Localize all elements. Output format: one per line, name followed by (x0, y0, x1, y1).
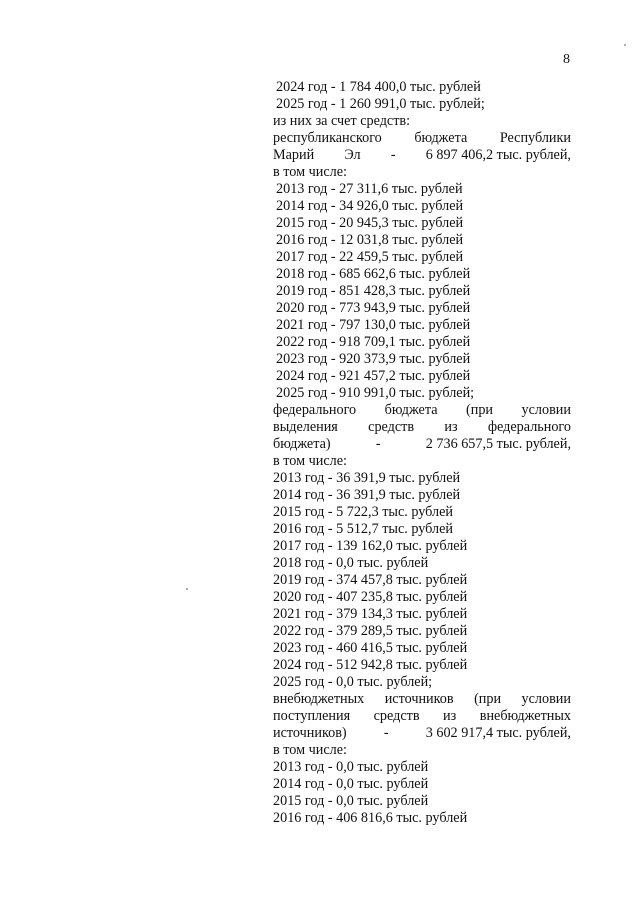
word: республиканского (273, 130, 382, 146)
extra-budget-line-2 (273, 708, 571, 725)
year-line: 2024 год - 921 457,2 тыс. рублей (276, 368, 471, 384)
republic-budget-line-1 (273, 130, 571, 147)
year-line: 2015 год - 20 945,3 тыс. рублей (276, 215, 464, 231)
year-line: 2014 год - 36 391,9 тыс. рублей (273, 487, 461, 503)
word: Республики (499, 130, 571, 146)
word: (при (474, 691, 502, 707)
page-number: 8 (563, 52, 570, 67)
scan-speck (624, 44, 626, 46)
year-line: 2016 год - 5 512,7 тыс. рублей (273, 521, 453, 537)
year-line: 2018 год - 0,0 тыс. рублей (273, 555, 429, 571)
federal-budget-total: 2 736 657,5 тыс. рублей, (425, 436, 571, 452)
year-line: 2021 год - 379 134,3 тыс. рублей (273, 606, 468, 622)
year-line: 2022 год - 379 289,5 тыс. рублей (273, 623, 468, 639)
word: Марий (273, 147, 315, 163)
republic-budget-line-2 (273, 147, 571, 164)
year-line: 2018 год - 685 662,6 тыс. рублей (276, 266, 471, 282)
word: средств (373, 708, 420, 724)
word: бюджета) (273, 436, 331, 452)
extra-including-label: в том числе: (273, 742, 347, 758)
word: из (444, 419, 458, 435)
year-line: 2016 год - 12 031,8 тыс. рублей (276, 232, 464, 248)
republic-budget-total: 6 897 406,2 тыс. рублей, (425, 147, 571, 163)
year-line: 2013 год - 36 391,9 тыс. рублей (273, 470, 461, 486)
year-line: 2017 год - 22 459,5 тыс. рублей (276, 249, 464, 265)
year-line: 2013 год - 27 311,6 тыс. рублей (276, 181, 463, 197)
extra-budget-line-3 (273, 725, 571, 742)
extra-years-list (273, 759, 571, 827)
word: условии (521, 402, 571, 418)
total-line-2025: 2025 год - 1 260 991,0 тыс. рублей; (276, 96, 485, 112)
year-line: 2023 год - 920 373,9 тыс. рублей (276, 351, 471, 367)
extra-budget-total: 3 602 917,4 тыс. рублей, (425, 725, 571, 741)
total-line-2024: 2024 год - 1 784 400,0 тыс. рублей (276, 79, 481, 95)
year-line: 2021 год - 797 130,0 тыс. рублей (276, 317, 471, 333)
word: условии (521, 691, 571, 707)
word: бюджета (414, 130, 468, 146)
year-line: 2025 год - 910 991,0 тыс. рублей; (276, 385, 475, 401)
year-line: 2014 год - 0,0 тыс. рублей (273, 776, 429, 792)
word: из (443, 708, 457, 724)
word: бюджета (384, 402, 438, 418)
year-line: 2024 год - 512 942,8 тыс. рублей (273, 657, 468, 673)
word: источников (384, 691, 454, 707)
word: выделения (273, 419, 338, 435)
word: - (383, 725, 389, 741)
republic-including-label: в том числе: (273, 164, 347, 180)
word: (при (466, 402, 494, 418)
federal-including-label: в том числе: (273, 453, 347, 469)
word: внебюджетных (273, 691, 365, 707)
year-line: 2019 год - 851 428,3 тыс. рублей (276, 283, 471, 299)
republic-years-list (273, 181, 571, 402)
year-line: 2016 год - 406 816,6 тыс. рублей (273, 810, 468, 826)
year-line: 2017 год - 139 162,0 тыс. рублей (273, 538, 468, 554)
word: - (375, 436, 381, 452)
year-line: 2025 год - 0,0 тыс. рублей; (273, 674, 433, 690)
federal-budget-line-3 (273, 436, 571, 453)
year-line: 2023 год - 460 416,5 тыс. рублей (273, 640, 468, 656)
year-line: 2015 год - 0,0 тыс. рублей (273, 793, 429, 809)
word: Эл (344, 147, 361, 163)
federal-budget-line-1 (273, 402, 571, 419)
year-line: 2022 год - 918 709,1 тыс. рублей (276, 334, 471, 350)
word: поступления (273, 708, 351, 724)
year-line: 2020 год - 773 943,9 тыс. рублей (276, 300, 471, 316)
federal-budget-line-2 (273, 419, 571, 436)
word: внебюджетных (479, 708, 571, 724)
word: источников) (273, 725, 347, 741)
word: средств (368, 419, 415, 435)
word: федерального (487, 419, 571, 435)
federal-years-list (273, 470, 571, 691)
budget-text-column (273, 79, 571, 827)
sources-heading: из них за счет средств: (273, 113, 411, 129)
year-line: 2020 год - 407 235,8 тыс. рублей (273, 589, 468, 605)
scan-speck (186, 588, 188, 590)
extra-budget-line-1 (273, 691, 571, 708)
year-line: 2014 год - 34 926,0 тыс. рублей (276, 198, 464, 214)
word: - (390, 147, 396, 163)
word: федерального (273, 402, 357, 418)
year-line: 2013 год - 0,0 тыс. рублей (273, 759, 429, 775)
year-line: 2015 год - 5 722,3 тыс. рублей (273, 504, 453, 520)
year-line: 2019 год - 374 457,8 тыс. рублей (273, 572, 468, 588)
